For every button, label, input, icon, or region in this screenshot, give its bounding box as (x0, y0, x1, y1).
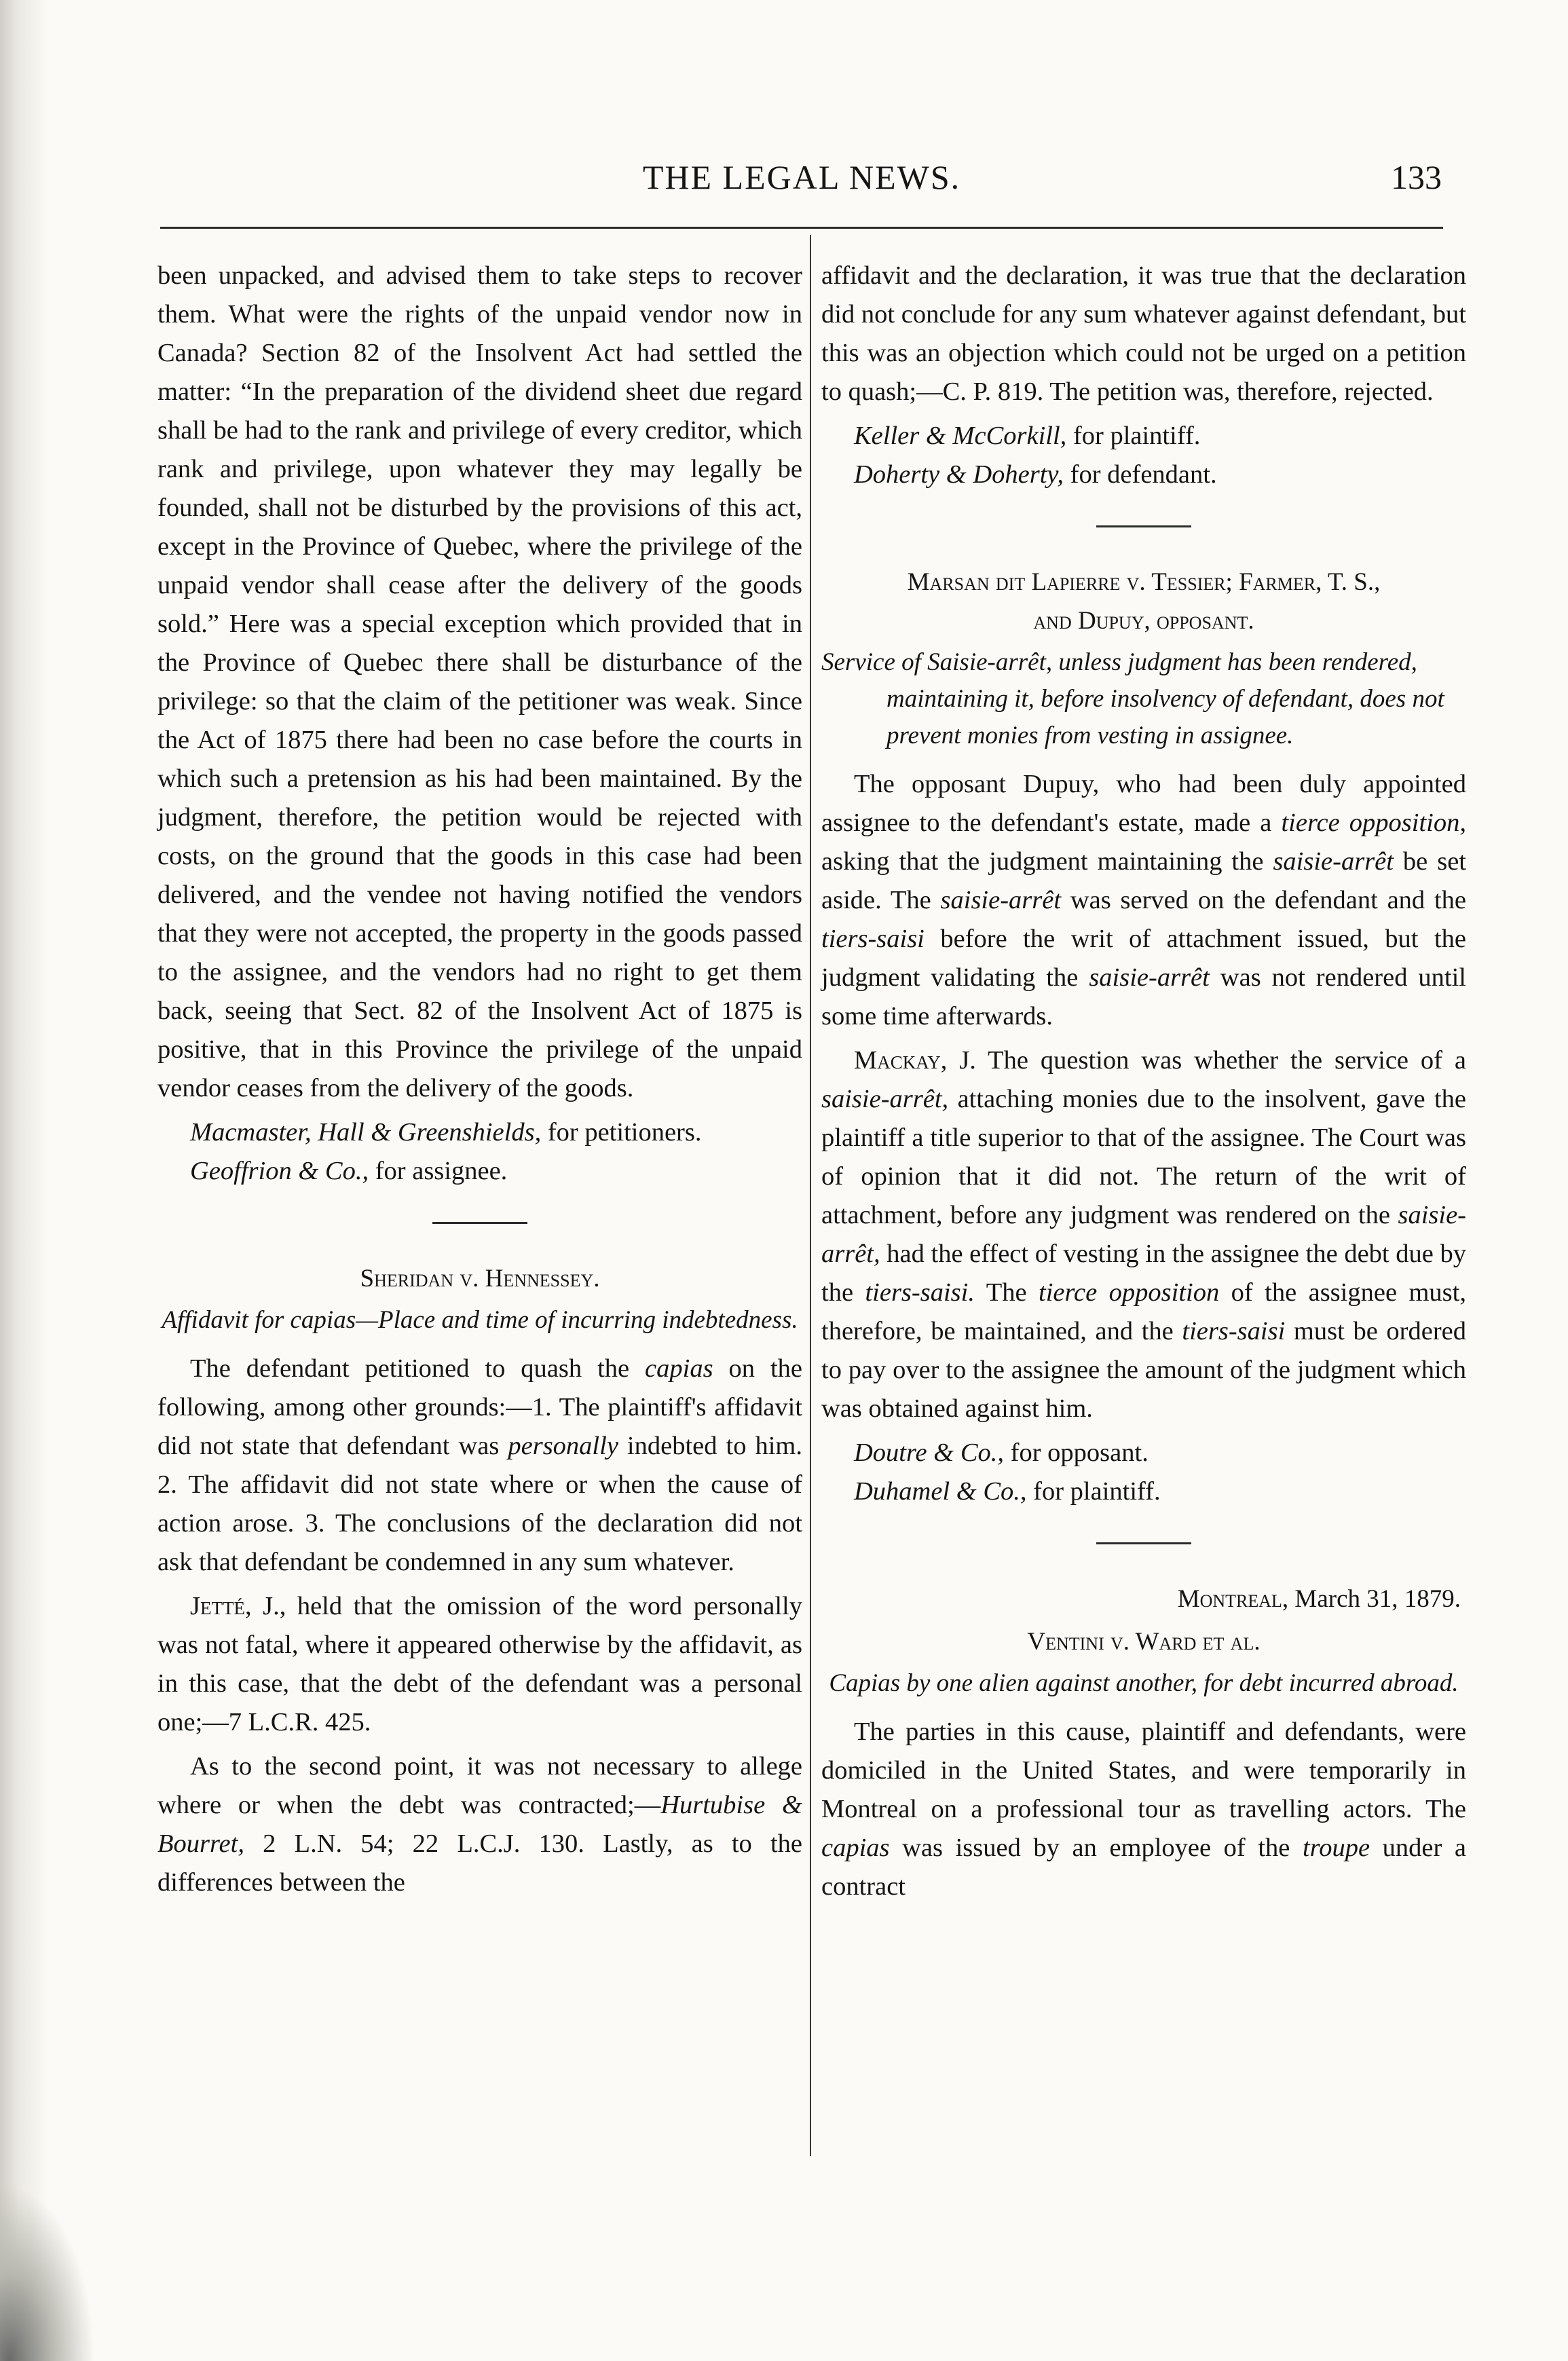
text-run: , J., held that the omission of the word personally was not fatal, where it appeared otherwise by the affidavit, as in this case, that the debt of the defendant was a personal one;—7 L.C.R. 425. (157, 1592, 802, 1736)
paragraph: affidavit and the declaration, it was true that the declaration did not conclude for any sum whatever against defendant, but this was an objection which could not be urged on a petition to quash;—C. P. 819. The petition was, therefore, rejected. (821, 261, 1466, 406)
italic-term: saisie-arrêt (940, 886, 1062, 914)
counsel-names: Macmaster, Hall & Greenshields, (190, 1118, 542, 1147)
counsel-role: for plaintiff. (1026, 1477, 1161, 1506)
italic-term: personally (508, 1432, 618, 1460)
section-rule (1096, 1542, 1191, 1544)
paragraph (157, 1350, 802, 1582)
text-run: As to the second point, it was not necessary to allege where or when the debt was contracted;— (157, 1752, 802, 1819)
section-rule (432, 1222, 527, 1224)
dateline (821, 1580, 1466, 1618)
counsel-line (821, 1434, 1466, 1472)
judge-name: Jetté (190, 1592, 245, 1620)
italic-term: capias (821, 1834, 890, 1862)
counsel-role: for opposant. (1004, 1438, 1149, 1467)
italic-term: tiers-saisi. (865, 1278, 975, 1307)
text-run: be set aside. The (821, 847, 1466, 914)
text-run: was not rendered until some time afterwards. (821, 963, 1466, 1030)
case-headnote: Affidavit for capias—Place and time of incurring indebtedness. (162, 1306, 798, 1334)
section-rule (1096, 525, 1191, 527)
text-run: was served on the defendant and the (1061, 886, 1467, 914)
counsel-role: for petitioners. (541, 1118, 702, 1147)
page-header (160, 151, 1443, 212)
header-rule (160, 227, 1443, 229)
case-headnote: Capias by one alien against another, for debt incurred abroad. (829, 1669, 1459, 1697)
counsel-names: Doutre & Co., (854, 1438, 1005, 1467)
italic-term: saisie-arrêt, (821, 1085, 949, 1113)
counsel-line (821, 456, 1466, 494)
counsel-role: for defendant. (1064, 460, 1217, 489)
case-title: Ventini v. Ward et al. (1027, 1628, 1261, 1656)
text-run: must be ordered to pay over to the assignee the amount of the judgment which was obtained against him. (821, 1317, 1466, 1423)
margin-smudge (0, 2185, 95, 2361)
counsel-line (821, 417, 1466, 456)
text-run: asking that the judgment maintaining the (821, 847, 1273, 876)
text-run: The (974, 1278, 1039, 1307)
judge-name: Mackay (854, 1046, 941, 1075)
text-run: indebted to him. 2. The affidavit did not state where or when the cause of action arose. 3. The conclusions of the declaration did not ask that defendant be condemned in any sum whatever. (157, 1432, 802, 1576)
italic-term: saisie-arrêt (1089, 963, 1210, 992)
dateline-date: March 31, 1879. (1288, 1585, 1461, 1613)
text-run: The opposant Dupuy, who had been duly appointed assignee to the defendant's estate, made a (821, 770, 1466, 837)
binding-shadow (0, 0, 48, 2361)
italic-term: tiers-saisi (821, 925, 925, 953)
italic-term: tierce opposition, (1281, 808, 1466, 837)
case-headnote: Service of Saisie-arrêt, unless judgment has been rendered, maintaining it, before insolvency of defendant, does not prevent monies from vesting in assignee. (821, 648, 1444, 749)
paragraph (821, 765, 1466, 1036)
text-run: attaching monies due to the insolvent, gave the plaintiff a title superior to that of the assignee. The Court was of opinion that it did not. The return of the writ of attachment, before any judgment was rendered on the (821, 1085, 1466, 1229)
counsel-role: for assignee. (369, 1157, 508, 1185)
column-divider (810, 235, 811, 2156)
counsel-line (157, 1113, 802, 1152)
paragraph (821, 1041, 1466, 1428)
italic-term: tiers-saisi (1182, 1317, 1286, 1345)
text-run: had the effect of vesting in the assignee the debt due by the (821, 1240, 1466, 1307)
text-run: , J. The question was whether the service of a (940, 1046, 1466, 1075)
paragraph: been unpacked, and advised them to take steps to recover them. What were the rights of the unpaid vendor now in Canada? Section 82 of the Insolvent Act had settled the matter: “In the preparation of the dividend sheet due regard shall be had to the rank and privilege of every creditor, which rank and privilege, upon whatever they may legally be founded, shall not be disturbed by the provisions of this act, except in the Province of Quebec, where the privilege of the unpaid vendor shall cease after the delivery of the goods sold.” Here was a special exception which provided that in the Province of Quebec there shall be disturbance of the privilege: so that the claim of the petitioner was weak. Since the Act of 1875 there had been no case before the courts in which such a pretension as his had been maintained. By the judgment, therefore, the petition would be rejected with costs, on the ground that the goods in this case had been delivered, and the vendee not having notified the vendors that they were not accepted, the property in the goods passed to the assignee, and the vendors had no right to get them back, seeing that Sect. 82 of the Insolvent Act of 1875 is positive, that in this Province the privilege of the unpaid vendor ceases from the delivery of the goods. (157, 261, 802, 1102)
italic-term: troupe (1302, 1834, 1370, 1862)
case-title-continued: and Dupuy, opposant. (1033, 607, 1254, 635)
text-run: before the writ of attachment issued, but the judgment validating the (821, 925, 1466, 992)
paragraph (821, 1713, 1466, 1906)
case-citation: Hurtubise & Bourret, (157, 1791, 802, 1858)
counsel-names: Geoffrion & Co., (190, 1157, 369, 1185)
italic-term: saisie-arrêt, (821, 1201, 1466, 1268)
case-title: Sheridan v. Hennessey. (360, 1265, 600, 1293)
text-run: The defendant petitioned to quash the (190, 1354, 646, 1383)
text-run: under a contract (821, 1834, 1467, 1901)
italic-term: tierce opposition (1039, 1278, 1220, 1307)
right-column (821, 257, 1466, 1912)
italic-term: saisie-arrêt (1273, 847, 1394, 876)
counsel-role: for plaintiff. (1066, 422, 1201, 450)
paragraph (157, 1587, 802, 1742)
text-run: of the assignee must, therefore, be maintained, and the (821, 1278, 1466, 1345)
counsel-line (821, 1472, 1466, 1511)
case-title: Marsan dit Lapierre v. Tessier; Farmer, T. S., (907, 568, 1381, 596)
text-run: on the following, among other grounds:—1. The plaintiff's affidavit did not state that defendant was (157, 1354, 802, 1460)
left-column (157, 257, 802, 1908)
text-run: The parties in this cause, plaintiff and defendants, were domiciled in the United States, and were temporarily in Montreal on a professional tour as travelling actors. The (821, 1717, 1466, 1823)
italic-term: capias (645, 1354, 713, 1383)
counsel-names: Keller & McCorkill, (854, 422, 1067, 450)
counsel-names: Doherty & Doherty, (854, 460, 1064, 489)
running-title: THE LEGAL NEWS. (642, 158, 961, 196)
counsel-line (157, 1152, 802, 1191)
dateline-place: Montreal, (1177, 1585, 1289, 1613)
page-number: 133 (1391, 158, 1442, 196)
paragraph (157, 1747, 802, 1902)
text-run: 2 L.N. 54; 22 L.C.J. 130. Lastly, as to the differences between the (157, 1829, 802, 1897)
counsel-names: Duhamel & Co., (854, 1477, 1027, 1506)
text-run: was issued by an employee of the (889, 1834, 1303, 1862)
